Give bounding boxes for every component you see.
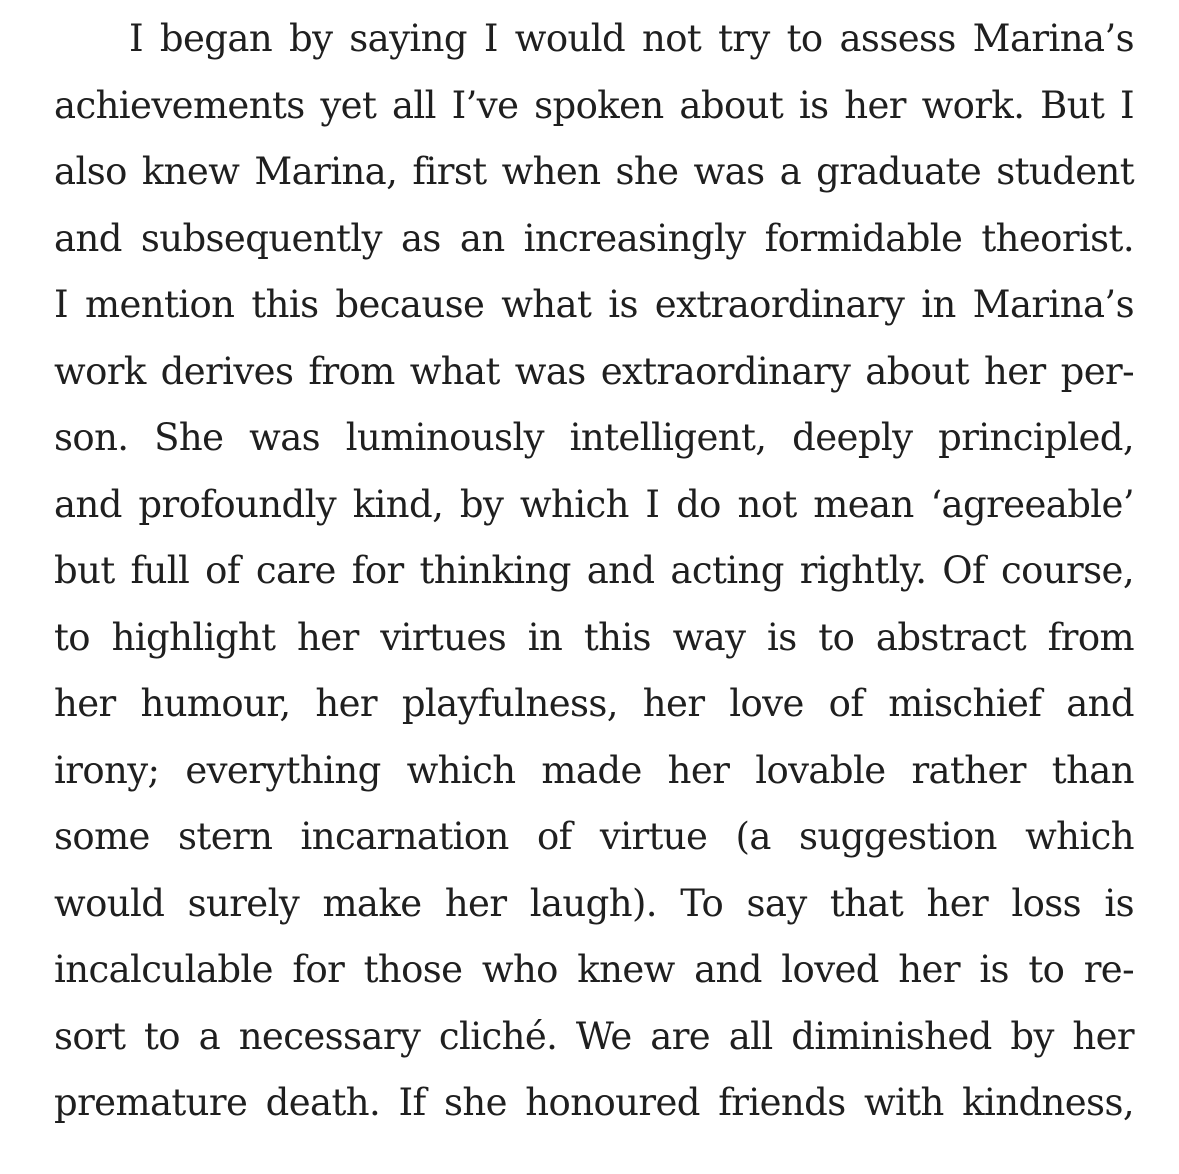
- paragraph-line: would surely make her laugh). To say that her loss is: [54, 881, 1134, 925]
- paragraph-line: but full of care for thinking and acting rightly. Of course,: [54, 549, 1134, 592]
- body-paragraph: [54, 6, 1134, 1137]
- paragraph-line: sort to a necessary cliché. We are all diminished by her: [54, 1014, 1134, 1058]
- paragraph-line: incalculable for those who knew and loved her is to re-: [54, 948, 1134, 991]
- paragraph-line: irony; everything which made her lovable rather than: [54, 748, 1134, 792]
- document-page: [54, 6, 1134, 1137]
- paragraph-line: and subsequently as an increasingly formidable theorist.: [54, 216, 1134, 260]
- paragraph-line: work derives from what was extraordinary about her per-: [54, 349, 1134, 393]
- paragraph-line: also knew Marina, first when she was a graduate student: [54, 150, 1134, 193]
- paragraph-line: I mention this because what is extraordinary in Marina’s: [54, 283, 1134, 326]
- paragraph-line: to highlight her virtues in this way is to abstract from: [54, 615, 1134, 659]
- paragraph-line: I began by saying I would not try to assess Marina’s: [129, 17, 1134, 60]
- paragraph-line: son. She was luminously intelligent, deeply principled,: [54, 416, 1134, 459]
- paragraph-line: and profoundly kind, by which I do not mean ‘agreeable’: [54, 482, 1134, 526]
- paragraph-line: some stern incarnation of virtue (a suggestion which: [54, 815, 1134, 858]
- paragraph-line: premature death. If she honoured friends with kindness,: [54, 1081, 1134, 1124]
- paragraph-line: her humour, her playfulness, her love of mischief and: [54, 682, 1134, 725]
- paragraph-line: achievements yet all I’ve spoken about is her work. But I: [54, 83, 1134, 127]
